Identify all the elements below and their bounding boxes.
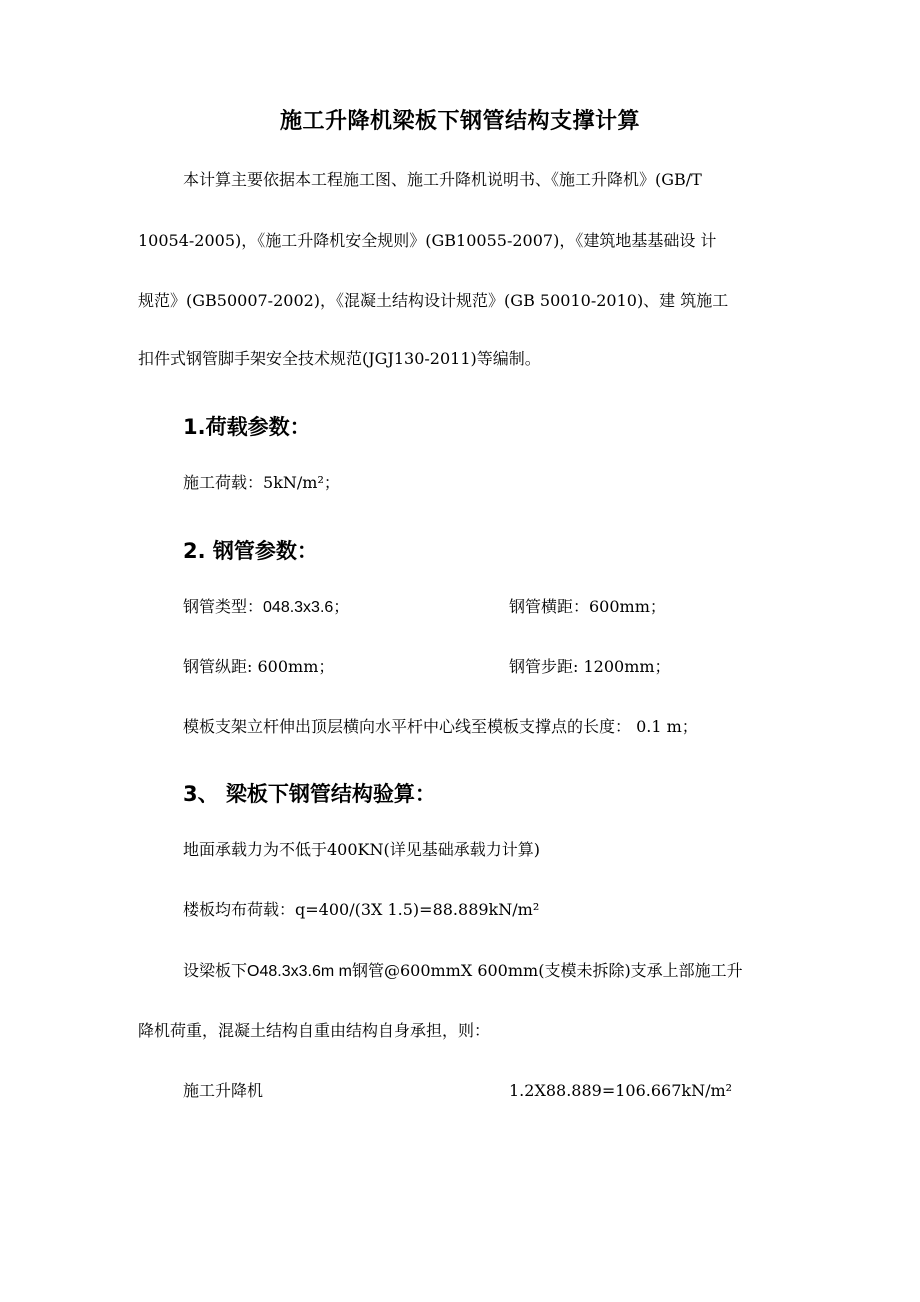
pipe-type-label: 钢管类型： [183, 597, 264, 616]
intro-line-4: 扣件式钢管脚手架安全技术规范(JGJ130-2011)等编制。 [138, 349, 541, 368]
support-line-2: 降机荷重，混凝土结构自重由结构自身承担，则： [138, 1021, 491, 1040]
floor-load-line: 楼板均布荷载：q=400/(3X 1.5)=88.889kN/m² [183, 900, 540, 919]
support-spec: O48.3x3.6m m [247, 963, 352, 980]
elevator-label: 施工升降机 [183, 1081, 264, 1100]
intro-line-1: 本计算主要依据本工程施工图、施工升降机说明书、《施工升降机》(GB/T [183, 170, 702, 189]
support-text-c: 钢管@600mmX 600mm(支模未拆除)支承上部施工升 [351, 961, 743, 980]
elevator-value: 1.2X88.889=106.667kN/m² [509, 1081, 733, 1100]
section-2-heading: 2. 钢管参数： [183, 539, 318, 563]
intro-line-2: 10054-2005)，《施工升降机安全规则》(GB10055-2007)，《建筑地基基础设 计 [138, 231, 717, 250]
load-label: 施工荷载： [183, 473, 264, 492]
section-3-heading: 3、 梁板下钢管结构验算： [183, 782, 436, 806]
pipe-type-value: 048.3x3.6； [263, 599, 350, 616]
load-line [183, 473, 340, 493]
support-text-a: 设梁板下 [183, 961, 248, 980]
page-title: 施工升降机梁板下钢管结构支撑计算 [279, 109, 640, 134]
load-value: 5kN/m²； [263, 473, 340, 492]
pipe-type-line [183, 597, 349, 618]
bearing-line: 地面承载力为不低于400KN(详见基础承载力计算) [183, 840, 540, 859]
support-line-1 [183, 961, 743, 982]
section-1-heading: 1.荷载参数： [183, 415, 311, 439]
pipe-h-spacing: 钢管横距：600mm； [509, 597, 666, 616]
extension-line: 模板支架立杆伸出顶层横向水平杆中心线至模板支撑点的长度： 0.1 m； [183, 717, 698, 736]
pipe-v-spacing: 钢管纵距: 600mm； [183, 657, 335, 676]
intro-line-3: 规范》(GB50007-2002)，《混凝土结构设计规范》(GB 50010-2010)、建 筑施工 [138, 291, 729, 310]
pipe-step: 钢管步距: 1200mm； [509, 657, 671, 676]
